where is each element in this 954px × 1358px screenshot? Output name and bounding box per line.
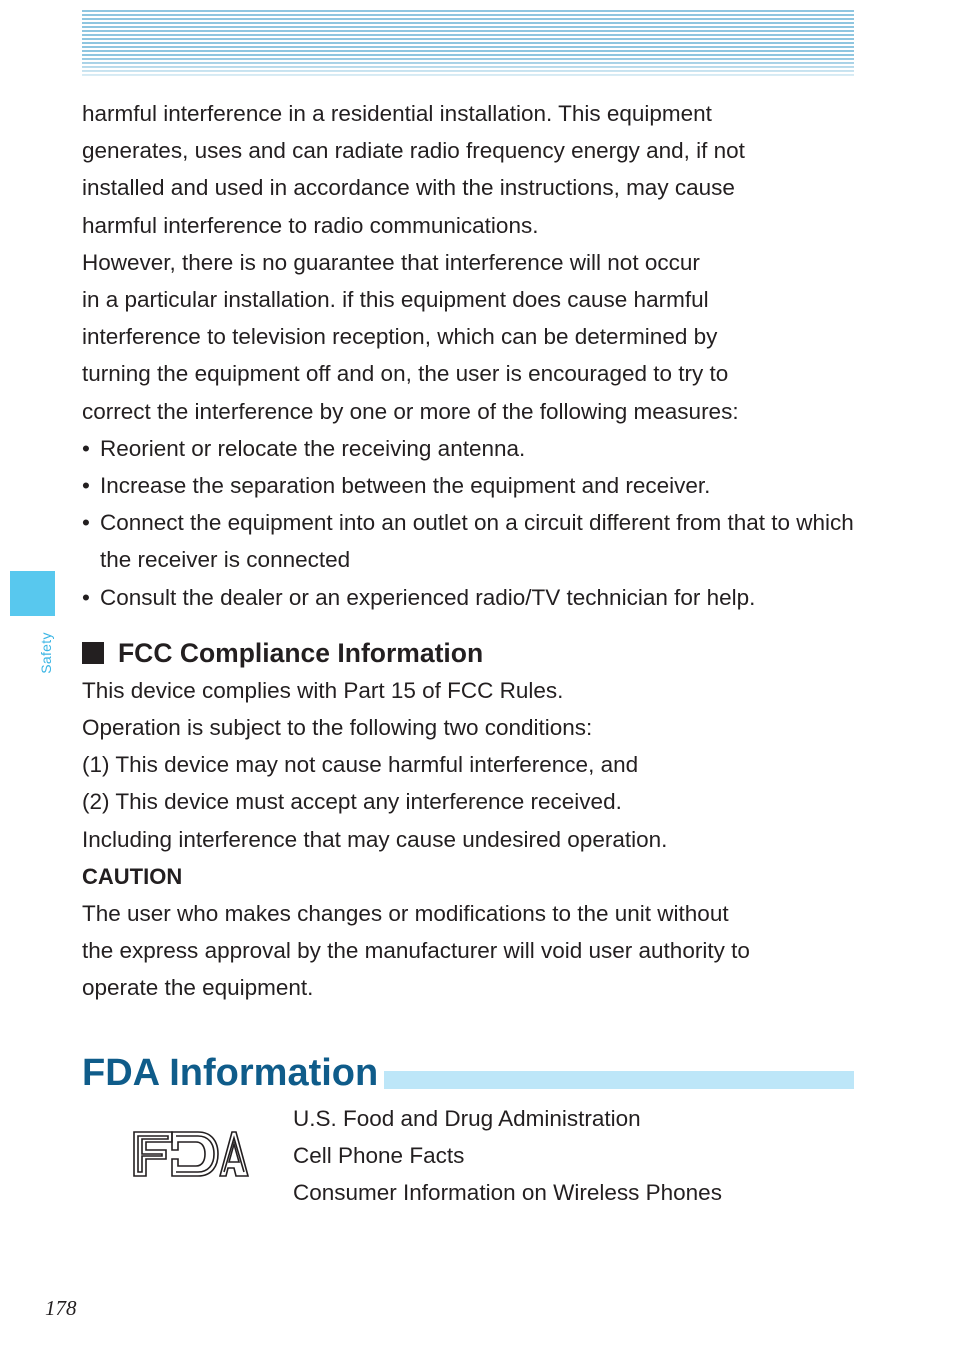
fcc-intro-paragraph-1: harmful interference in a residential installation. This equipment generates, uses and can radiate radio frequency energy and, if not installed and used in accordance with the instructions, may cause harmful interference to radio communications.: [82, 101, 745, 238]
main-content: [82, 95, 862, 1007]
header-stripe-bar: [82, 10, 854, 78]
list-item: • Connect the equipment into an outlet on a circuit different from that to which the receiver is connected: [82, 504, 862, 578]
fda-logo-outline: [134, 1132, 248, 1176]
fda-line: U.S. Food and Drug Administration: [293, 1106, 641, 1131]
section-tab-marker: [10, 571, 55, 616]
fda-logo-icon: [132, 1130, 250, 1178]
section-tab-label: Safety: [38, 632, 54, 674]
fcc-compliance-heading: [82, 634, 862, 672]
list-item: • Consult the dealer or an experienced radio/TV technician for help.: [82, 579, 862, 616]
fda-heading-text: FDA Information: [82, 1050, 384, 1096]
caution-body: The user who makes changes or modifications to the unit without the express approval by the manufacturer will void user authority to operate the equipment.: [82, 901, 750, 1001]
fda-line: Consumer Information on Wireless Phones: [293, 1180, 722, 1206]
list-item: • Increase the separation between the equipment and receiver.: [82, 467, 862, 504]
fcc-intro-paragraph-2: However, there is no guarantee that interference will not occur in a particular installation. if this equipment does cause harmful interference to television reception, which can be determined by turning the equipment off and on, the user is encouraged to try to correct the interference by one or more of the following measures:: [82, 249, 739, 424]
square-bullet-icon: [82, 642, 104, 664]
fda-section-heading: [82, 1052, 854, 1098]
fcc-compliance-heading-text: FCC Compliance Information: [118, 637, 484, 668]
fcc-compliance-body: This device complies with Part 15 of FCC Rules. Operation is subject to the following two conditions: (1) This device may not cause harmful interference, and (2) This device must accept any interference received. Including interference that may cause undesired operation.: [82, 677, 668, 852]
measures-list: [82, 430, 862, 616]
caution-label: CAUTION: [82, 863, 183, 889]
page-number: 178: [45, 1296, 77, 1320]
fda-line: Cell Phone Facts: [293, 1143, 465, 1169]
list-item: • Reorient or relocate the receiving antenna.: [82, 430, 862, 467]
fda-info-lines: [293, 1100, 722, 1212]
